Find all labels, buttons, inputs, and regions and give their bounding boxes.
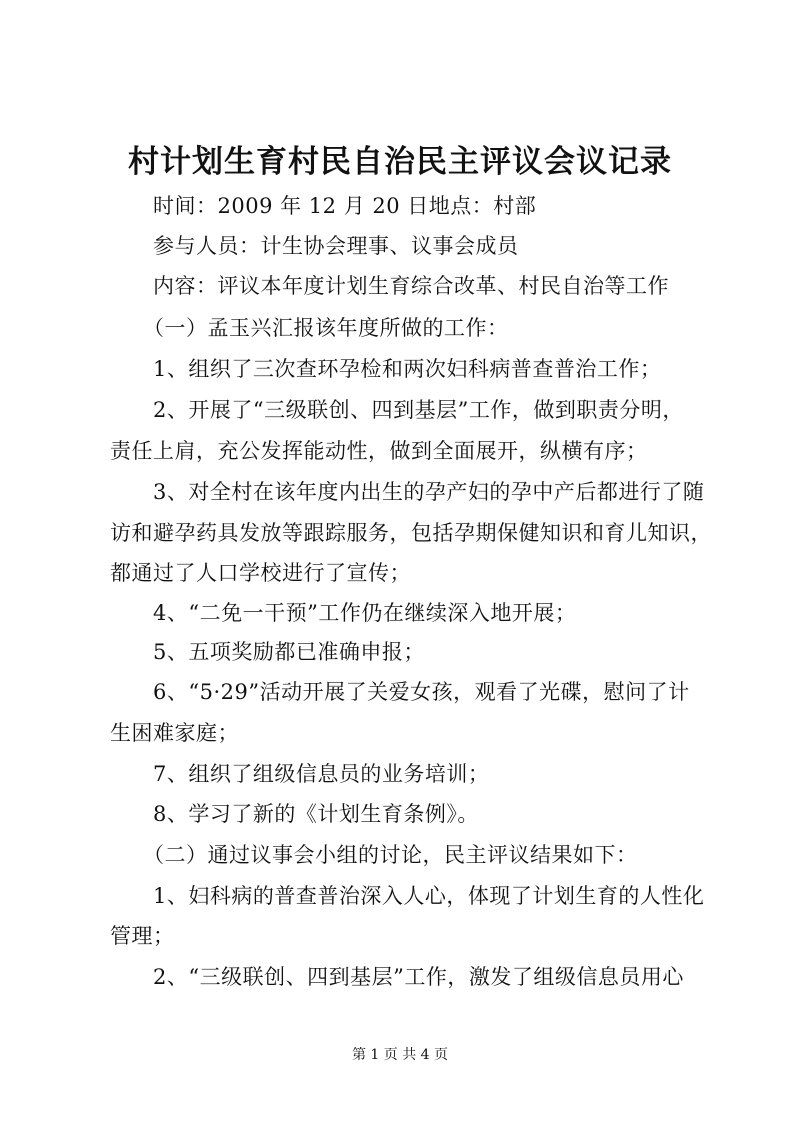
paragraph-line: 4、“二免一干预”工作仍在继续深入地开展；: [153, 601, 577, 625]
paragraph-line: 8、学习了新的《计划生育条例》。: [153, 802, 479, 826]
paragraph-line: 3、对全村在该年度内出生的孕产妇的孕中产后都进行了随: [153, 480, 705, 504]
paragraph-line: 2、“三级联创、四到基层”工作，激发了组级信息员用心: [153, 965, 684, 989]
paragraph-line: 1、组织了三次查环孕检和两次妇科病普查普治工作；: [153, 357, 662, 381]
document-title: 村计划生育村民自治民主评议会议记录: [128, 144, 672, 180]
content-line: 内容：评议本年度计划生育综合改革、村民自治等工作: [153, 274, 669, 298]
paragraph-line: 都通过了人口学校进行了宣传；: [110, 561, 411, 585]
paragraph-line: 5、五项奖励都已准确申报；: [153, 640, 425, 664]
participants-line: 参与人员：计生协会理事、议事会成员: [153, 234, 519, 258]
section-one-heading: （一）孟玉兴汇报该年度所做的工作：: [143, 316, 509, 340]
paragraph-line: 生困难家庭；: [110, 721, 239, 745]
paragraph-line: 责任上肩，充公发挥能动性，做到全面展开，纵横有序；: [110, 439, 648, 463]
paragraph-line: 管理；: [110, 924, 175, 948]
meeting-time-line: 时间：2009 年 12 月 20 日地点：村部: [153, 194, 537, 218]
page-number-footer: 第 1 页 共 4 页: [351, 1047, 449, 1063]
paragraph-line: 2、开展了“三级联创、四到基层”工作，做到职责分明，: [153, 398, 684, 422]
paragraph-line: 访和避孕药具发放等跟踪服务，包括孕期保健知识和育儿知识，: [110, 521, 712, 545]
paragraph-line: 1、妇科病的普查普治深入人心，体现了计划生育的人性化: [153, 884, 705, 908]
section-two-heading: （二）通过议事会小组的讨论，民主评议结果如下：: [143, 843, 638, 867]
paragraph-line: 6、“5·29”活动开展了关爱女孩，观看了光碟，慰问了计: [153, 680, 690, 704]
paragraph-line: 7、组织了组级信息员的业务培训；: [153, 762, 490, 786]
